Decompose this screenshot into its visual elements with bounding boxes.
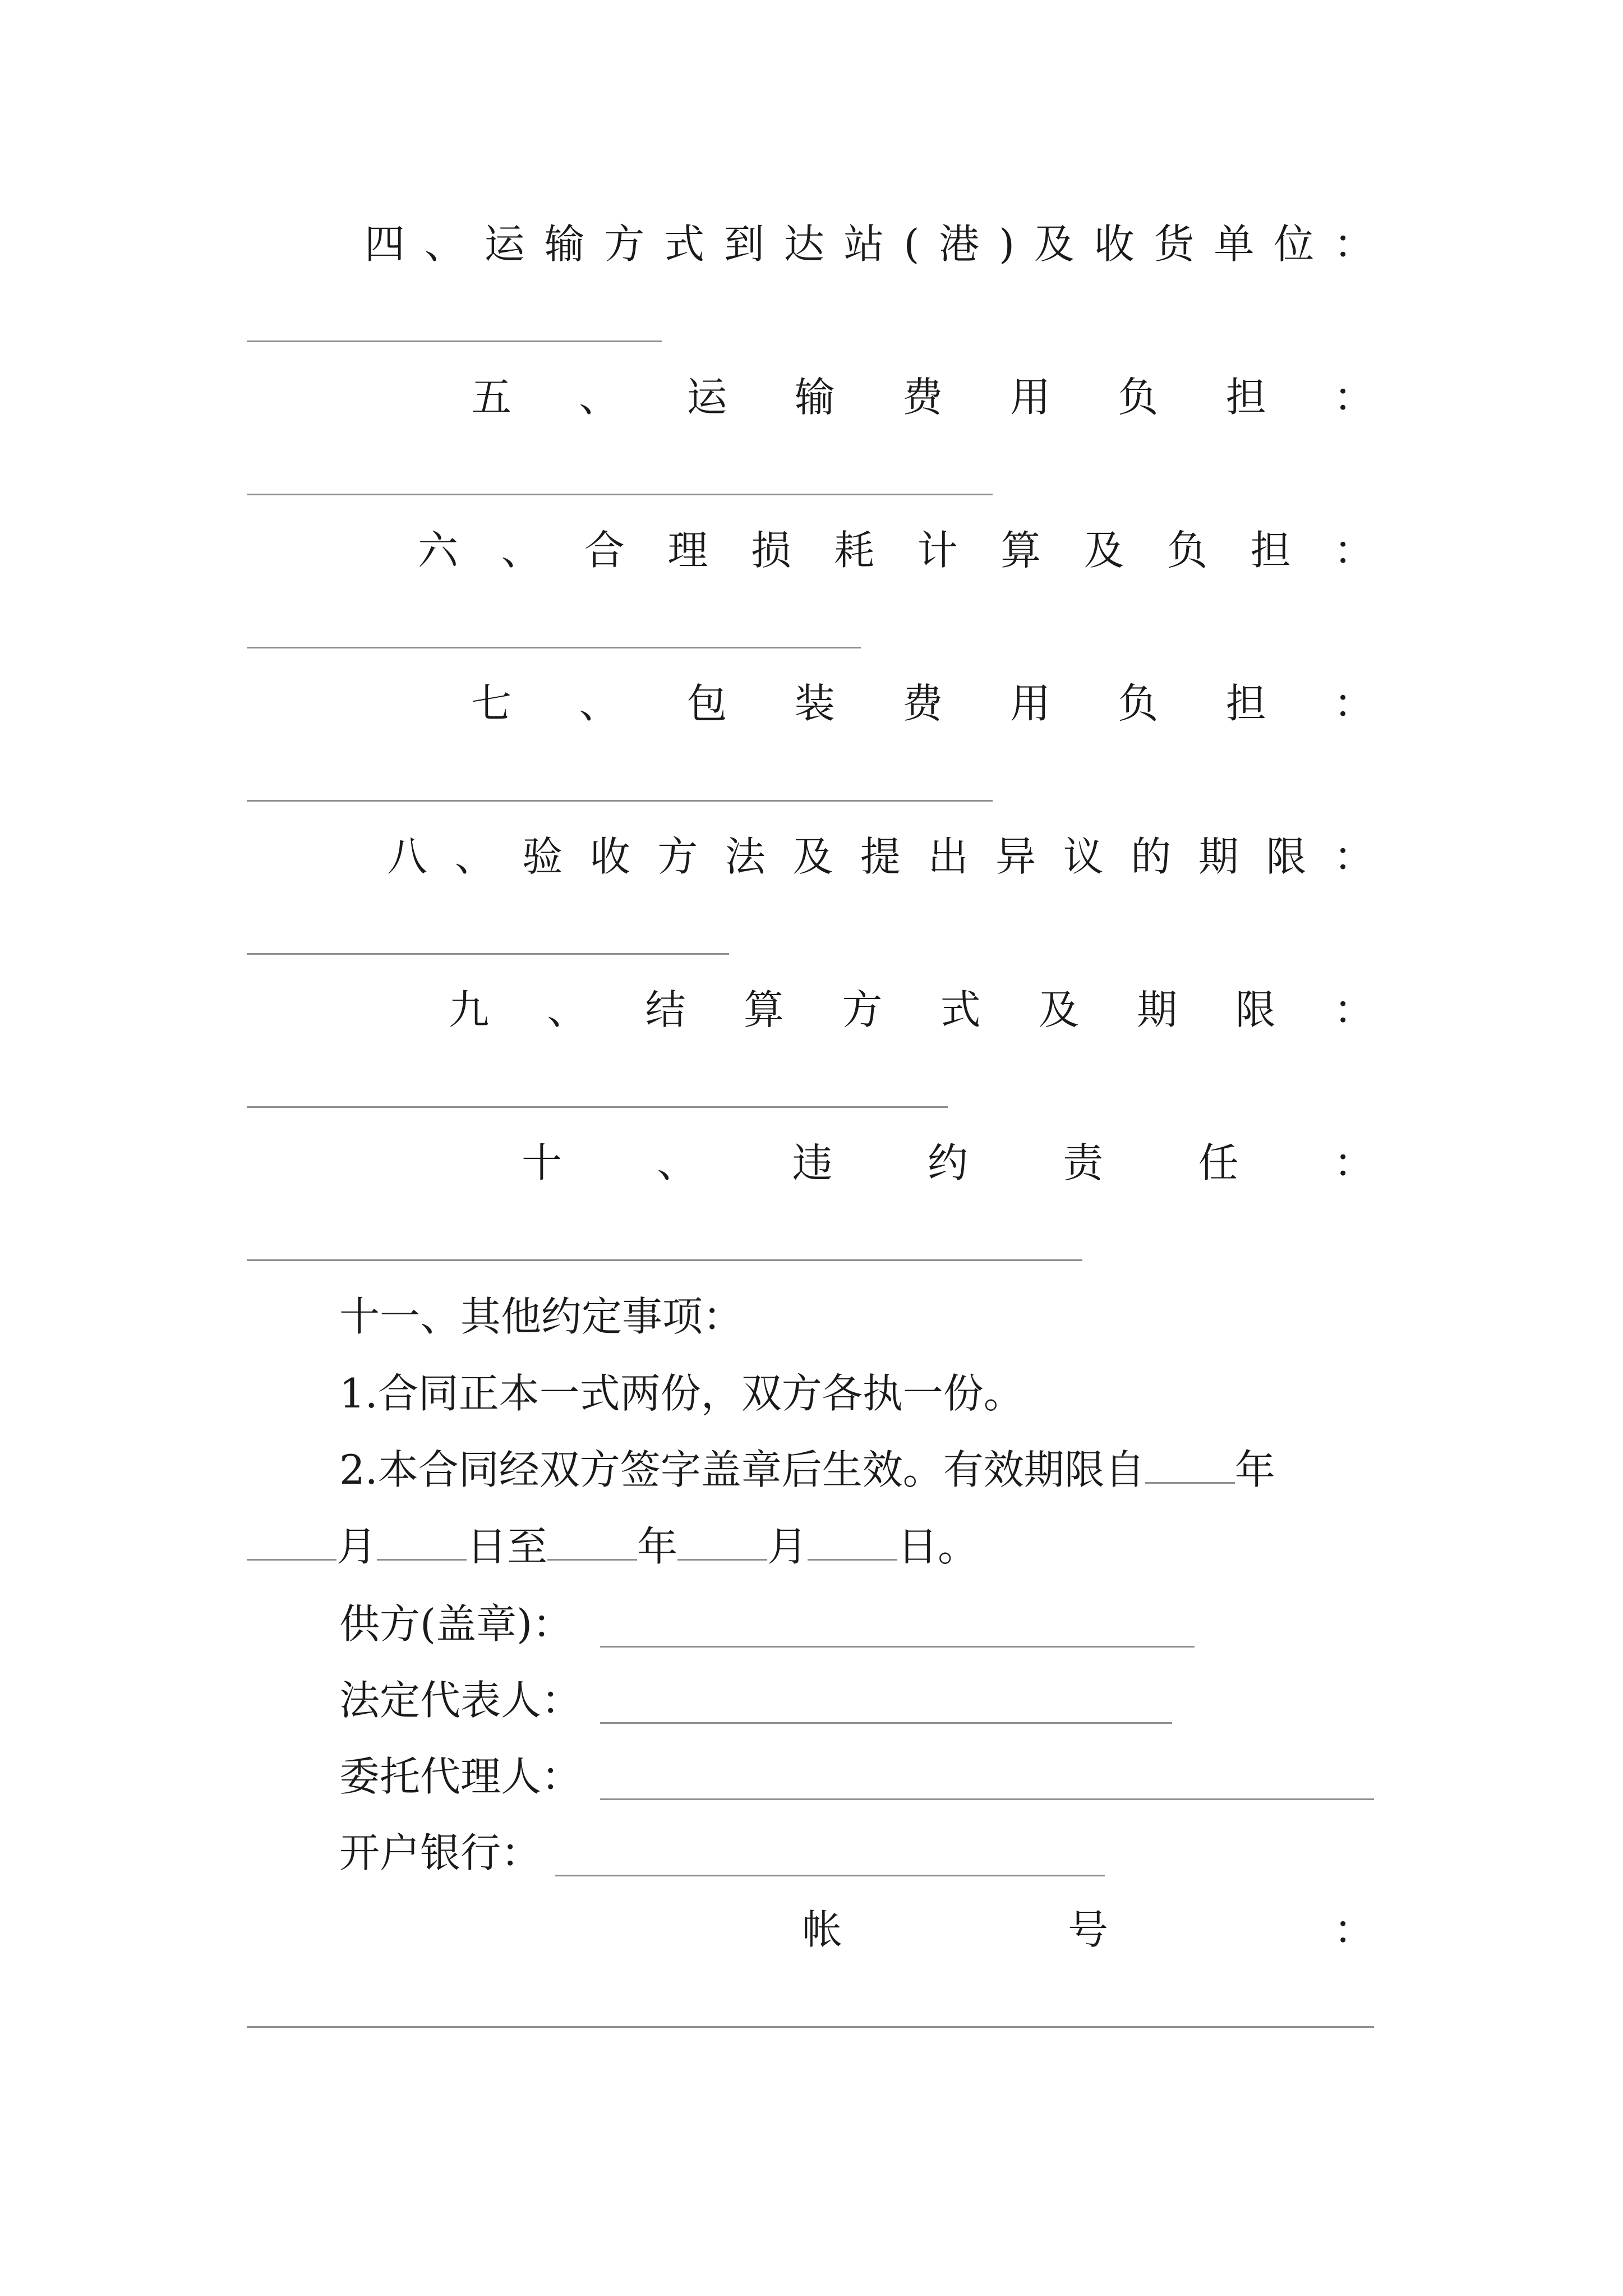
- heading-char: 法: [725, 833, 766, 880]
- heading-char: 及: [1038, 986, 1079, 1033]
- heading-char: 负: [1118, 680, 1159, 727]
- heading-char: 用: [1010, 680, 1051, 727]
- start-year-blank: [1145, 1445, 1235, 1484]
- heading-char: 理: [667, 527, 708, 574]
- start-month-blank: [247, 1522, 336, 1561]
- heading-char: 担: [1225, 374, 1266, 421]
- heading-char: 出: [928, 833, 969, 880]
- heading-char: 八: [387, 833, 428, 880]
- heading-char: 港: [939, 220, 980, 268]
- heading-char: 、: [547, 986, 588, 1033]
- validity-date-line: [247, 1521, 978, 1572]
- heading-char: 、: [424, 220, 465, 268]
- heading-char: 收: [589, 833, 630, 880]
- authorized-agent-line: [600, 1798, 1374, 1800]
- bank-line: [555, 1875, 1105, 1876]
- heading-char: 期: [1198, 833, 1239, 880]
- clause-9-heading: [449, 984, 1374, 1035]
- clause-8-blank-line: [247, 953, 729, 955]
- heading-char: 九: [449, 986, 490, 1033]
- heading-char: 、: [579, 680, 620, 727]
- heading-char: 及: [1034, 220, 1075, 268]
- end-month-blank: [677, 1522, 767, 1561]
- heading-char: 包: [686, 680, 727, 727]
- heading-char: 约: [927, 1139, 968, 1186]
- heading-char: 式: [664, 220, 705, 268]
- heading-char: 收: [1094, 220, 1135, 268]
- end-year-blank: [547, 1522, 637, 1561]
- authorized-agent-label: 委托代理人：: [339, 1753, 582, 1800]
- heading-char: 议: [1063, 833, 1104, 880]
- heading-char: 五: [471, 374, 512, 421]
- heading-char: 、: [501, 527, 542, 574]
- month-label-1: 月: [336, 1523, 377, 1570]
- heading-char: 、: [579, 374, 620, 421]
- heading-char: 用: [1010, 374, 1051, 421]
- clause-8-heading: [387, 831, 1374, 882]
- heading-char: 算: [1000, 527, 1041, 574]
- clause-11-heading: 十一、其他约定事项：: [339, 1293, 744, 1340]
- day-end-label: 日。: [897, 1523, 979, 1570]
- heading-char: (: [903, 220, 920, 268]
- heading-char: 费: [902, 374, 943, 421]
- heading-char: 号: [1067, 1906, 1108, 1953]
- heading-char: 运: [686, 374, 727, 421]
- heading-char: 合: [584, 527, 625, 574]
- heading-char: 期: [1137, 986, 1178, 1033]
- heading-char: 六: [418, 527, 459, 574]
- heading-char: 违: [792, 1139, 833, 1186]
- year-label-1: 年: [1234, 1446, 1275, 1493]
- heading-char: 及: [792, 833, 833, 880]
- heading-char: ：: [1333, 986, 1374, 1033]
- heading-char: 方: [604, 220, 645, 268]
- heading-char: ：: [1333, 374, 1374, 421]
- heading-char: 负: [1167, 527, 1208, 574]
- year-label-2: 年: [637, 1523, 678, 1570]
- heading-char: 输: [794, 374, 835, 421]
- heading-char: ：: [1333, 680, 1374, 727]
- heading-char: ：: [1333, 527, 1374, 574]
- clause-6-blank-line: [247, 647, 861, 648]
- supplier-seal-line: [600, 1646, 1195, 1648]
- account-number-label: [802, 1904, 1374, 1955]
- heading-char: ：: [1333, 833, 1374, 880]
- heading-char: 装: [794, 680, 835, 727]
- heading-char: 运: [484, 220, 525, 268]
- heading-char: 限: [1235, 986, 1276, 1033]
- legal-representative-line: [600, 1722, 1172, 1724]
- heading-char: 及: [1083, 527, 1124, 574]
- heading-char: 输: [544, 220, 585, 268]
- heading-char: 位: [1274, 220, 1315, 268]
- heading-char: ：: [1333, 1139, 1374, 1186]
- heading-char: 到: [723, 220, 764, 268]
- heading-char: 限: [1266, 833, 1307, 880]
- heading-char: 担: [1225, 680, 1266, 727]
- heading-char: 损: [750, 527, 791, 574]
- heading-char: 耗: [834, 527, 875, 574]
- clause-4-heading: [365, 219, 1374, 269]
- other-item-2: [339, 1444, 1275, 1495]
- heading-char: 结: [645, 986, 686, 1033]
- account-number-line: [247, 2026, 1374, 2028]
- heading-char: 单: [1214, 220, 1255, 268]
- clause-4-blank-line: [247, 341, 662, 342]
- heading-char: ): [999, 220, 1015, 268]
- heading-char: 负: [1118, 374, 1159, 421]
- heading-char: 式: [940, 986, 981, 1033]
- heading-char: 担: [1250, 527, 1291, 574]
- heading-char: 费: [902, 680, 943, 727]
- heading-char: ：: [1333, 220, 1374, 268]
- clause-9-blank-line: [247, 1106, 948, 1108]
- heading-char: 四: [365, 220, 405, 268]
- heading-char: 方: [842, 986, 883, 1033]
- clause-7-blank-line: [247, 800, 993, 802]
- heading-char: 、: [657, 1139, 698, 1186]
- heading-char: 提: [860, 833, 901, 880]
- clause-6-heading: [418, 525, 1374, 576]
- heading-char: 七: [471, 680, 512, 727]
- heading-char: 任: [1198, 1139, 1239, 1186]
- heading-char: 验: [522, 833, 563, 880]
- heading-char: ：: [1333, 1906, 1374, 1953]
- clause-5-blank-line: [247, 494, 993, 495]
- heading-char: 的: [1131, 833, 1172, 880]
- month-label-2: 月: [767, 1523, 808, 1570]
- heading-char: 计: [917, 527, 958, 574]
- heading-char: 十: [522, 1139, 562, 1186]
- other-item-1: 1.合同正本一式两份，双方各执一份。: [339, 1370, 1024, 1417]
- clause-10-heading: [522, 1138, 1374, 1188]
- legal-representative-label: 法定代表人：: [339, 1677, 582, 1724]
- supplier-seal-label: 供方(盖章)：: [339, 1600, 573, 1648]
- heading-char: 异: [995, 833, 1036, 880]
- heading-char: 帐: [802, 1906, 843, 1953]
- heading-char: 算: [743, 986, 784, 1033]
- start-day-blank: [377, 1522, 467, 1561]
- bank-label: 开户银行：: [339, 1829, 542, 1876]
- heading-char: 方: [657, 833, 698, 880]
- day-to-label: 日至: [467, 1523, 548, 1570]
- heading-char: 、: [454, 833, 495, 880]
- heading-char: 达: [783, 220, 824, 268]
- end-day-blank: [808, 1522, 897, 1561]
- heading-char: 货: [1154, 220, 1195, 268]
- heading-char: 站: [843, 220, 884, 268]
- clause-10-blank-line: [247, 1259, 1082, 1261]
- clause-7-heading: [471, 678, 1374, 729]
- heading-char: 责: [1063, 1139, 1104, 1186]
- other-item-2-text: 2.本合同经双方签字盖章后生效。有效期限自: [339, 1446, 1145, 1493]
- clause-5-heading: [471, 372, 1374, 422]
